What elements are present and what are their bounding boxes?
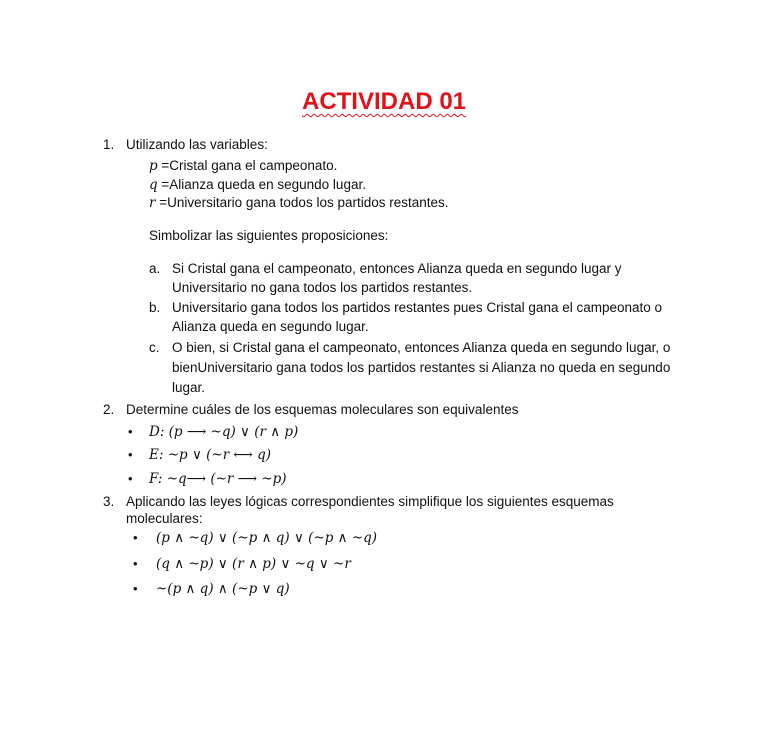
q3-line: Aplicando las leyes lógicas correspondientes simplifique los siguientes esquemas bbox=[126, 494, 614, 509]
q1-item-a-line: Universitario no gana todos los partidos restantes. bbox=[172, 280, 473, 295]
q1-item-c-line: lugar. bbox=[172, 380, 206, 395]
q3-line: moleculares: bbox=[126, 511, 203, 526]
bullet-icon: • bbox=[128, 471, 133, 486]
q3-formula-3: ~(p ∧ q) ∧ (~p ∨ q) bbox=[156, 581, 290, 597]
q1-item-c-line: bienUniversitario gana todos los partidos restantes si Alianza no queda en segundo bbox=[172, 360, 671, 375]
q1-item-a-letter: a. bbox=[149, 261, 161, 276]
bullet-icon: • bbox=[128, 447, 133, 462]
q1-number: 1. bbox=[103, 137, 115, 152]
var-symbol: r bbox=[149, 195, 156, 211]
q1-var-p bbox=[149, 157, 337, 175]
q3-number: 3. bbox=[103, 494, 115, 509]
q1-item-c-letter: c. bbox=[149, 340, 160, 355]
equals-sign: = bbox=[157, 158, 170, 173]
var-definition: Cristal gana el campeonato. bbox=[169, 158, 338, 173]
q2-formula-e: E: ~p ∨ (~r ⟷ q) bbox=[149, 447, 271, 463]
bullet-icon: • bbox=[133, 530, 138, 545]
q1-item-a-line: Si Cristal gana el campeonato, entonces Alianza queda en segundo lugar y bbox=[172, 261, 622, 276]
var-symbol: p bbox=[149, 158, 158, 174]
q2-text: Determine cuáles de los esquemas moleculares son equivalentes bbox=[126, 402, 519, 417]
q1-intro: Utilizando las variables: bbox=[126, 137, 268, 152]
q1-var-r bbox=[149, 194, 449, 212]
q3-formula-2: (q ∧ ~p) ∨ (r ∧ p) ∨ ~q ∨ ~r bbox=[156, 556, 351, 572]
var-definition: Universitario gana todos los partidos restantes. bbox=[167, 195, 449, 210]
q2-number: 2. bbox=[103, 402, 115, 417]
q1-instruction: Simbolizar las siguientes proposiciones: bbox=[149, 228, 389, 243]
bullet-icon: • bbox=[133, 556, 138, 571]
q3-formula-1: (p ∧ ~q) ∨ (~p ∧ q) ∨ (~p ∧ ~q) bbox=[156, 530, 378, 546]
q1-item-b-line: Alianza queda en segundo lugar. bbox=[172, 319, 369, 334]
q1-item-b-letter: b. bbox=[149, 300, 161, 315]
equals-sign: = bbox=[155, 195, 168, 210]
q2-formula-f: F: ~q⟶ (~r ⟶ ~p) bbox=[149, 471, 287, 487]
q1-item-b-line: Universitario gana todos los partidos restantes pues Cristal gana el campeonato o bbox=[172, 300, 663, 315]
q1-var-q bbox=[149, 176, 366, 194]
bullet-icon: • bbox=[128, 424, 133, 439]
q1-item-c-line: O bien, si Cristal gana el campeonato, entonces Alianza queda en segundo lugar, o bbox=[172, 340, 671, 355]
bullet-icon: • bbox=[133, 581, 138, 596]
equals-sign: = bbox=[157, 177, 170, 192]
q2-formula-d: D: (p ⟶ ~q) ∨ (r ∧ p) bbox=[149, 424, 299, 440]
var-definition: Alianza queda en segundo lugar. bbox=[169, 177, 366, 192]
var-symbol: q bbox=[149, 177, 158, 193]
page-title: ACTIVIDAD 01 bbox=[301, 88, 467, 115]
